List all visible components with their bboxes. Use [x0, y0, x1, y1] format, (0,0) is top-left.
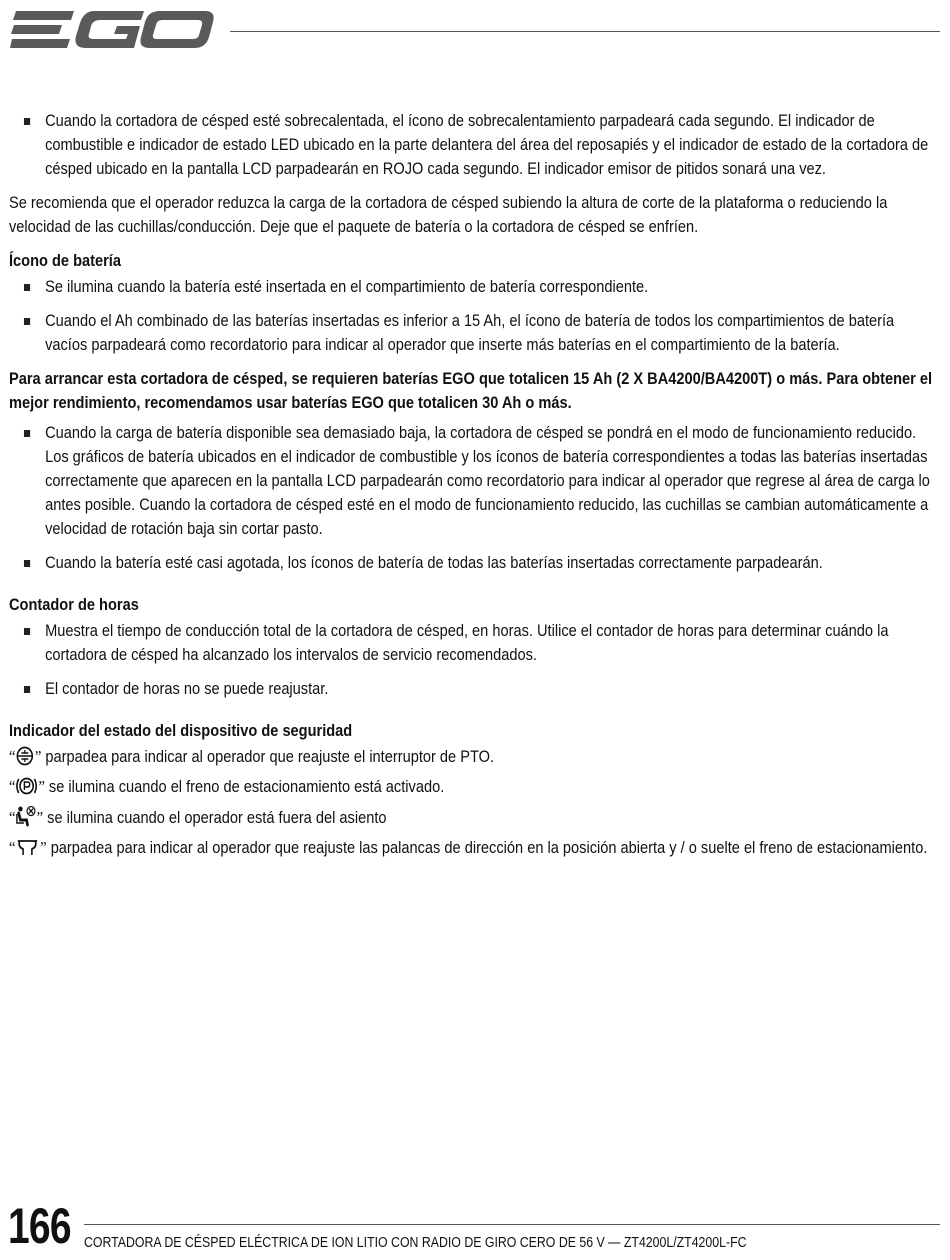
- list-item: Cuando la carga de batería disponible sea demasiado baja, la cortadora de césped se pondrá en el modo de funcionamiento reducido. Los gráficos de batería ubicados en el indicador de combustible y los íconos de batería correspondientes a todas las baterías insertadas correctamente que aparecen en la pantalla LCD parpadearán como recordatorio para indicar al operador que regrese al área de carga lo antes posible. Cuando la cortadora de césped esté en el modo de funcionamiento reducido, las cuchillas se cambian automáticamente a velocidad de rotación baja sin cortar pasto.: [9, 421, 938, 541]
- parking-brake-icon: [15, 776, 38, 796]
- close-quote: ”: [36, 808, 44, 827]
- safety-indicator-heading: Indicador del estado del dispositivo de seguridad: [9, 721, 353, 740]
- operator-seat-icon: [15, 805, 36, 827]
- safety-line-text: se ilumina cuando el freno de estacionamiento está activado.: [48, 777, 445, 796]
- page-footer: [0, 1190, 950, 1260]
- safety-line-text: parpadea para indicar al operador que reajuste el interruptor de PTO.: [45, 747, 495, 766]
- safety-line-steering-levers: [9, 836, 938, 860]
- page-header: [0, 0, 950, 60]
- list-item: Cuando la batería esté casi agotada, los íconos de batería de todas las baterías insertadas correctamente parpadearán.: [9, 551, 938, 575]
- open-quote: “: [9, 747, 16, 766]
- list-item: Se ilumina cuando la batería esté insertada en el compartimiento de batería correspondiente.: [9, 275, 938, 299]
- page-number: 166: [8, 1198, 71, 1254]
- safety-line-text: parpadea para indicar al operador que reajuste las palancas de dirección en la posición abierta y / o suelte el freno de estacionamiento.: [50, 838, 928, 857]
- safety-line-parking-brake: [9, 775, 938, 799]
- ego-logo: [10, 8, 214, 52]
- steering-levers-icon: [15, 837, 40, 857]
- bullet-overheat: Cuando la cortadora de césped esté sobrecalentada, el ícono de sobrecalentamiento parpadeará cada segundo. El indicador de combustible e indicador de estado LED ubicado en la parte delantera del área del reposapiés y el indicador de estado de la cortadora de césped ubicado en la pantalla LCD parpadearán en ROJO cada segundo. El indicador emisor de pitidos sonará una vez.: [9, 109, 938, 181]
- battery-requirement-paragraph: Para arrancar esta cortadora de césped, se requieren baterías EGO que totalicen 15 Ah (2 X BA4200/BA4200T) o más. Para obtener el mejor rendimiento, recomendamos usar baterías EGO que totalicen 30 Ah o más.: [9, 369, 933, 412]
- list-item: El contador de horas no se puede reajustar.: [9, 677, 938, 701]
- list-item: Muestra el tiempo de conducción total de la cortadora de césped, en horas. Utilice el contador de horas para determinar cuándo la cortadora de césped ha alcanzado los intervalos de servicio recomendados.: [9, 619, 938, 667]
- open-quote: “: [9, 777, 16, 796]
- open-quote: “: [9, 808, 16, 827]
- close-quote: ”: [40, 838, 47, 857]
- safety-line-text: se ilumina cuando el operador está fuera del asiento: [47, 808, 387, 827]
- footer-title: CORTADORA DE CÉSPED ELÉCTRICA DE ION LITIO CON RADIO DE GIRO CERO DE 56 V — ZT4200L/ZT4200L-FC: [84, 1235, 747, 1251]
- safety-line-operator-seat: [9, 805, 938, 830]
- footer-rule: [84, 1224, 940, 1225]
- pto-icon: [15, 746, 34, 766]
- recommendation-paragraph: Se recomienda que el operador reduzca la carga de la cortadora de césped subiendo la altura de corte de la plataforma o reduciendo la velocidad de las cuchillas/conducción. Deje que el paquete de batería o la cortadora de césped se enfríen.: [9, 193, 888, 236]
- battery-icon-heading: Ícono de batería: [9, 251, 121, 270]
- safety-line-pto: [9, 745, 938, 769]
- open-quote: “: [9, 838, 16, 857]
- close-quote: ”: [34, 747, 42, 766]
- close-quote: ”: [38, 777, 45, 796]
- header-rule: [230, 31, 940, 32]
- list-item: Cuando el Ah combinado de las baterías insertadas es inferior a 15 Ah, el ícono de batería de todos los compartimientos de batería vacíos parpadeará como recordatorio para indicar al operador que inserte más baterías en el compartimiento de la batería.: [9, 309, 938, 357]
- page-content: [9, 109, 938, 866]
- hour-meter-heading: Contador de horas: [9, 595, 139, 614]
